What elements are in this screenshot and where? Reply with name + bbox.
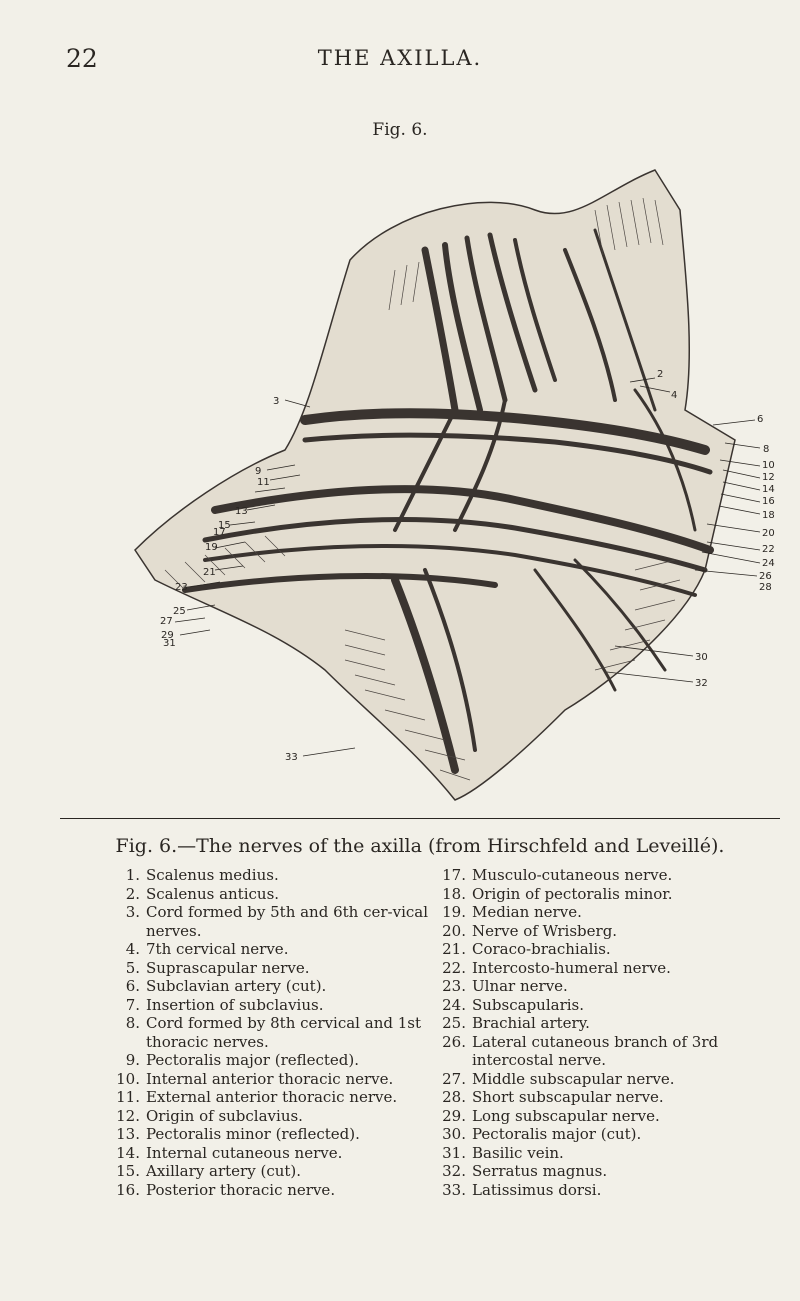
figure-label: 26 (759, 571, 772, 582)
legend-item: 24. Subscapularis. (442, 995, 585, 1014)
legend-item: 21. Coraco-brachialis. (442, 940, 611, 958)
figure-label: 18 (762, 510, 775, 521)
legend-item: 16. Posterior thoracic nerve. (116, 1180, 336, 1199)
legend-item: 15. Axillary artery (cut). (116, 1162, 302, 1180)
legend-item: 31. Basilic vein. (442, 1143, 564, 1162)
legend-item: 30. Pectoralis major (cut). (442, 1125, 642, 1143)
legend-item: 29. Long subscapular nerve. (442, 1106, 660, 1125)
figure-label: 25 (173, 606, 186, 617)
legend-item: 23. Ulnar nerve. (442, 977, 568, 995)
figure-label: 24 (762, 558, 775, 569)
legend-item: 22. Intercosto-humeral nerve. (442, 958, 671, 977)
legend-item: 9. Pectoralis major (reflected). (125, 1051, 360, 1069)
figure-label: 12 (762, 472, 775, 483)
figure-label: 29 (161, 630, 174, 641)
legend-item: 6. Subclavian artery (cut). (125, 977, 327, 995)
page-number: 22 (66, 44, 98, 73)
figure-label: 30 (695, 652, 708, 663)
figure-label: 14 (762, 484, 775, 495)
legend-item: 10. Internal anterior thoracic nerve. (116, 1069, 394, 1088)
legend-item: 7. Insertion of subclavius. (125, 995, 324, 1014)
figure-label: 10 (762, 460, 775, 471)
figure-label: 32 (695, 678, 708, 689)
figure-label: 21 (203, 567, 216, 578)
legend-item: 27. Middle subscapular nerve. (442, 1069, 675, 1088)
figure-label: 9 (255, 466, 262, 477)
legend-item: 26. Lateral cutaneous branch of 3rd intercostal nerve. (442, 1032, 719, 1069)
legend-item: 1. Scalenus medius. (125, 866, 279, 884)
legend-item: 4. 7th cervical nerve. (125, 940, 289, 958)
figure-label: 27 (160, 616, 173, 627)
legend-item: 8. Cord formed by 8th cervical and 1st thoracic nerves. (125, 1014, 421, 1051)
legend-item: 28. Short subscapular nerve. (442, 1088, 664, 1106)
legend-item: 20. Nerve of Wrisberg. (442, 921, 618, 940)
legend-item: 5. Suprascapular nerve. (125, 958, 310, 977)
legend-item: 18. Origin of pectoralis minor. (442, 884, 673, 903)
figure-label: 28 (759, 582, 772, 593)
page-header (0, 44, 800, 84)
figure-label: 2 (657, 369, 664, 380)
figure-label: 20 (762, 528, 775, 539)
figure-caption: Fig. 6.—The nerves of the axilla (from Hirschfeld and Leveillé). (60, 818, 780, 857)
figure-label: 16 (762, 496, 775, 507)
legend-item: 14. Internal cutaneous nerve. (116, 1143, 343, 1162)
figure-label: 19 (205, 542, 218, 553)
legend-item: 17. Musculo-cutaneous nerve. (442, 866, 673, 884)
figure-label: 31 (163, 638, 176, 649)
figure-label: 8 (763, 444, 770, 455)
legend-item: 3. Cord formed by 5th and 6th cer-vical nerves. (125, 903, 429, 940)
figure-label: 6 (757, 414, 764, 425)
running-title: THE AXILLA. (317, 46, 483, 70)
legend-item: 2. Scalenus anticus. (125, 884, 280, 903)
figure-number: Fig. 6. (372, 120, 428, 140)
legend-item: 11. External anterior thoracic nerve. (116, 1088, 398, 1106)
figure-label: 4 (671, 390, 678, 401)
legend-column-left (112, 866, 458, 1199)
figure-label: 15 (218, 520, 231, 531)
figure-label: 22 (762, 544, 775, 555)
dissection-drawing (135, 170, 735, 800)
legend-item: 33. Latissimus dorsi. (442, 1180, 602, 1199)
legend-item: 25. Brachial artery. (442, 1014, 590, 1032)
figure-label: 33 (285, 752, 298, 763)
figure-label: 3 (273, 396, 280, 407)
figure-label: 23 (175, 582, 188, 593)
legend-item: 12. Origin of subclavius. (116, 1106, 303, 1125)
legend-column-right (438, 866, 800, 1199)
figure-label: 11 (257, 477, 270, 488)
figure-label: 17 (213, 527, 226, 538)
legend-item: 19. Median nerve. (442, 903, 582, 921)
legend-item: 13. Pectoralis minor (reflected). (116, 1125, 360, 1143)
legend-item: 32. Serratus magnus. (442, 1162, 608, 1180)
figure-label: 13 (235, 506, 248, 517)
anatomical-illustration (95, 150, 795, 810)
